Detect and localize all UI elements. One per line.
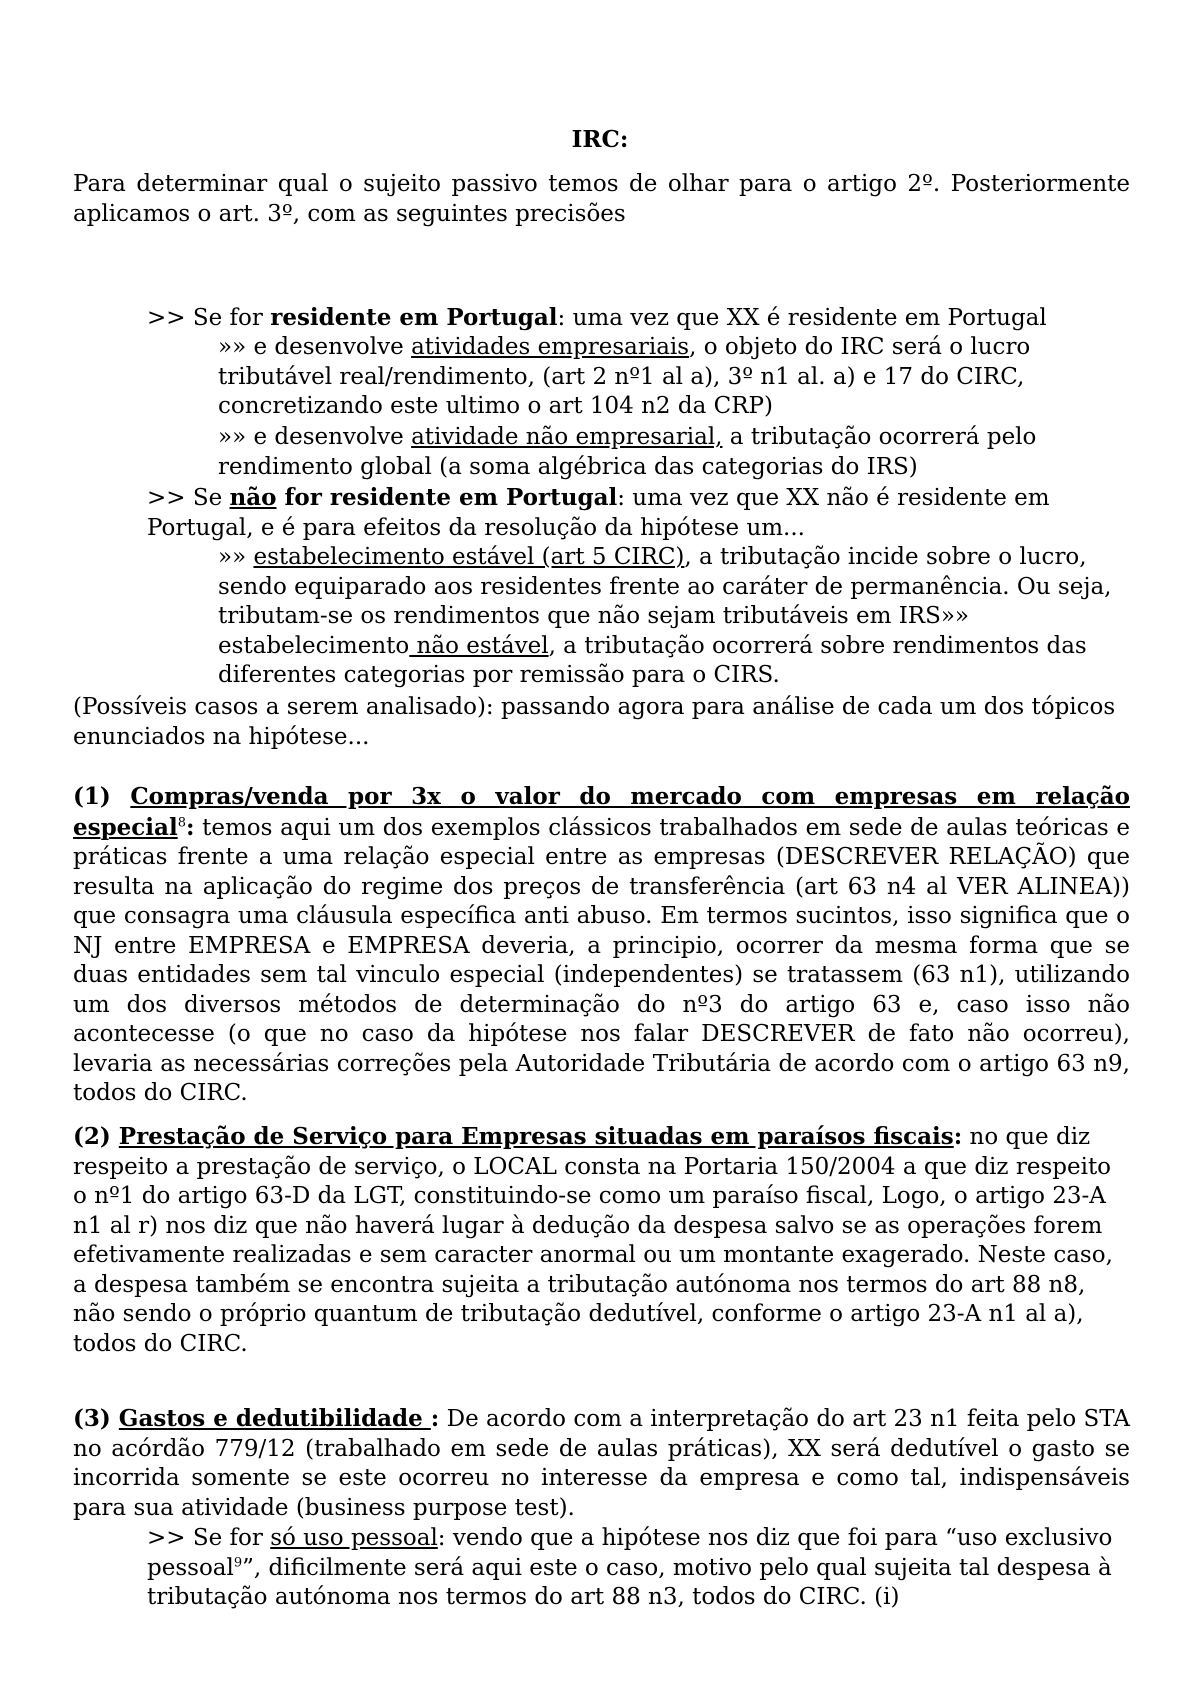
page-title: IRC: (571, 126, 629, 153)
nemp-prefix: »» e desenvolve (218, 424, 412, 450)
emp-underline: atividades empresariais (411, 334, 690, 360)
residente-prefix: >> Se for (147, 305, 271, 331)
residente-rest: : uma vez que XX é residente em Portugal (557, 305, 1047, 331)
topic-1-footnote: 8 (177, 814, 186, 830)
residente-bold: residente em Portugal (270, 304, 558, 331)
nr-underline: não (229, 484, 277, 511)
casos-text: (Possíveis casos a serem analisado): passando agora para análise de cada um dos tópicos enunciados na hipótese... (73, 694, 1116, 750)
topic-3-number: (3) (73, 1405, 119, 1432)
topic-2 (73, 1122, 1130, 1359)
sub-rest-2: ”, dificilmente será aqui este o caso, motivo pelo qual sujeita tal despesa à tributação autónoma nos termos do art 88 n3, todos do CIRC. (i) (147, 1554, 1112, 1610)
nr-rest: : uma vez que XX não é residente em Portugal, e é para efeitos da resolução da hipótese um... (147, 485, 1050, 541)
topic-2-heading: Prestação de Serviço para Empresas situadas em paraísos fiscais (118, 1123, 954, 1150)
topic-3-sub (147, 1524, 1132, 1613)
emp-prefix: »» e desenvolve (218, 334, 412, 360)
topic-1-heading: Compras/venda por 3x o valor do mercado com empresas em relação especial (73, 783, 1130, 841)
sub-rest: : vendo que a hipótese nos diz que foi para “uso exclusivo pessoal (147, 1525, 1113, 1581)
topic-2-text: no que diz respeito a prestação de serviço, o LOCAL consta na Portaria 150/2004 a que diz respeito o nº1 do artigo 63-D da LGT, constituindo-se como um paraíso fiscal, Logo, o artigo 23-A n1 al r) nos diz que não haverá lugar à dedução da despesa salvo se as operações forem efetivamente realizadas e sem caracter anormal ou um montante exagerado. Neste caso, a despesa também se encontra sujeita a tributação autónoma nos termos do art 88 n8, não sendo o próprio quantum de tributação dedutível, conforme o artigo 23-A n1 al a), todos do CIRC. (73, 1124, 1113, 1357)
est-rest: , a tributação incide sobre o lucro, sendo equiparado aos residentes frente ao caráter de permanência. Ou seja, tributam-se os rendimentos que não sejam tributáveis em IRS»» estabelecimento (218, 544, 1112, 659)
topic-1-number: (1) (73, 783, 131, 810)
topic-3 (73, 1404, 1130, 1523)
nest-rest: , a tributação ocorrerá sobre rendimentos das diferentes categorias por remissão para o CIRS. (218, 632, 1087, 688)
residente-nao-empresarial (218, 423, 1123, 482)
nemp-underline: atividade não empresarial, (411, 424, 723, 450)
emp-rest: , o objeto do IRC será o lucro tributável real/rendimento, (art 2 nº1 al a), 3º n1 al. a) e 17 do CIRC, concretizando este ultimo o art 104 n2 da CRP) (218, 334, 1031, 419)
nr-prefix: >> Se (147, 485, 230, 511)
sub-prefix: >> Se for (147, 1525, 271, 1551)
residente-heading (147, 303, 1127, 334)
intro-text: Para determinar qual o sujeito passivo temos de olhar para o artigo 2º. Posteriormente aplicamos o art. 3º, com as seguintes precisões (73, 171, 1130, 227)
topic-3-text: De acordo com a interpretação do art 23 n1 feita pelo STA no acórdão 779/12 (trabalhado em sede de aulas práticas), XX será dedutível o gasto se incorrida somente se este ocorreu no interesse da empresa e como tal, indispensáveis para sua atividade (business purpose test). (73, 1406, 1130, 1521)
topic-1-colon: : (185, 813, 195, 841)
est-underline: estabelecimento estável (art 5 CIRC) (253, 544, 685, 570)
topic-3-colon: : (430, 1405, 440, 1432)
est-prefix: »» (218, 544, 254, 570)
residente-empresarial (218, 333, 1123, 422)
topic-2-number: (2) (73, 1123, 119, 1150)
topic-2-colon: : (953, 1123, 963, 1150)
sub-footnote: 9 (233, 1554, 243, 1570)
casos-paragraph (73, 693, 1130, 752)
nao-residente-heading (147, 483, 1132, 543)
nr-bold: for residente em Portugal (276, 484, 618, 511)
nemp-rest: a tributação ocorrerá pelo rendimento global (a soma algébrica das categorias do IRS) (218, 424, 1037, 480)
nest-underline: não estável (409, 632, 549, 659)
intro-paragraph (73, 170, 1130, 229)
topic-1-text: temos aqui um dos exemplos clássicos trabalhados em sede de aulas teóricas e práticas frente a uma relação especial entre as empresas (DESCREVER RELAÇÃO) que resulta na aplicação do regime dos preços de transferência (art 63 n4 al VER ALINEA)) que consagra uma cláusula específica anti abuso. Em termos sucintos, isso significa que o NJ entre EMPRESA e EMPRESA deveria, a principio, ocorrer da mesma forma que se duas entidades sem tal vinculo especial (independentes) se tratassem (63 n1), utilizando um dos diversos métodos de determinação do nº3 do artigo 63 e, caso isso não acontecesse (o que no caso da hipótese nos falar DESCREVER de fato não ocorreu), levaria as necessárias correções pela Autoridade Tributária de acordo com o artigo 63 n9, todos do CIRC. (73, 814, 1130, 1106)
estabelecimento-block (218, 543, 1138, 691)
sub-underline: só uso pessoal (270, 1525, 438, 1551)
topic-1 (73, 782, 1130, 1109)
topic-3-heading: Gastos e dedutibilidade (118, 1405, 431, 1432)
